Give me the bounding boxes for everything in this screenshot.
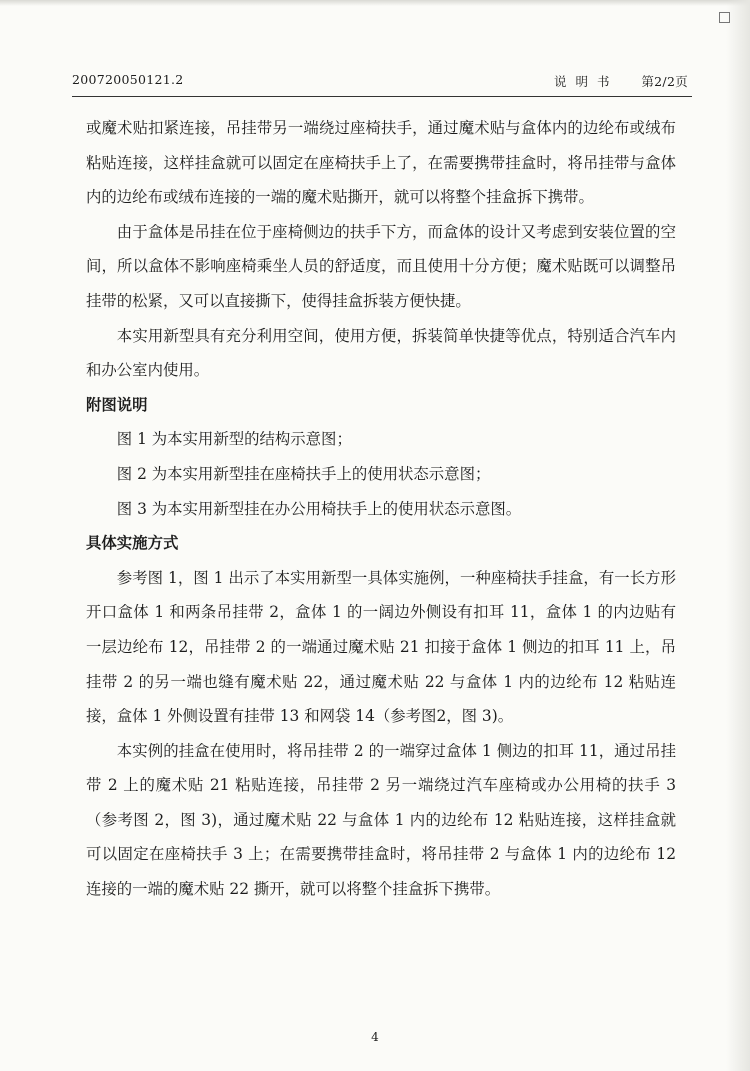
paragraph-embodiment-usage: 本实例的挂盒在使用时，将吊挂带 2 的一端穿过盒体 1 侧边的扣耳 11，通过吊挂带 2 上的魔术贴 21 粘贴连接，吊挂带 2 另一端绕过汽车座椅或办公用椅的扶手 3（参考图 2，图 3)，通过魔术贴 22 与盒体 1 内的边纶布 12 粘贴连接，这样挂盒就可以固定在座椅扶手 3 上；在需要携带挂盒时，将吊挂带 2 与盒体 1 内的边纶布 12 连接的一端的魔术贴 22 撕开，就可以将整个挂盒拆下携带。 bbox=[86, 741, 676, 899]
document-label: 说明书 bbox=[554, 74, 619, 89]
paragraph-embodiment-structure: 参考图 1，图 1 出示了本实用新型一具体实施例，一种座椅扶手挂盒，有一长方形开口盒体 1 和两条吊挂带 2，盒体 1 的一阔边外侧设有扣耳 11，盒体 1 的内边贴有一层边纶布 12，吊挂带 2 的一端通过魔术贴 21 扣接于盒体 1 侧边的扣耳 11 上，吊挂带 2 的另一端也缝有魔术贴 22，通过魔术贴 22 与盒体 1 内的边纶布 12 粘贴连接，盒体 1 外侧设置有挂带 13 和网袋 14（参考图2，图 3)。 bbox=[86, 568, 676, 726]
page-header bbox=[72, 72, 688, 92]
paragraph-advantages-summary: 本实用新型具有充分利用空间，使用方便，拆装简单快捷等优点，特别适合汽车内和办公室内使用。 bbox=[86, 326, 676, 380]
figure-description-2: 图 2 为本实用新型挂在座椅扶手上的使用状态示意图； bbox=[116, 464, 491, 483]
scan-edge-top bbox=[0, 0, 750, 6]
document-body bbox=[86, 111, 676, 907]
scan-corner-mark bbox=[719, 12, 730, 23]
paragraph-continuation: 或魔术贴扣紧连接，吊挂带另一端绕过座椅扶手，通过魔术贴与盒体内的边纶布或绒布粘贴连接，这样挂盒就可以固定在座椅扶手上了，在需要携带挂盒时，将吊挂带与盒体内的边纶布或绒布连接的一端的魔术贴撕开，就可以将整个挂盒拆下携带。 bbox=[86, 119, 676, 207]
page-number: 4 bbox=[371, 1030, 379, 1044]
figure-description-3: 图 3 为本实用新型挂在办公用椅扶手上的使用状态示意图。 bbox=[116, 499, 522, 518]
section-heading-embodiment: 具体实施方式 bbox=[86, 534, 179, 553]
application-number: 200720050121.2 bbox=[72, 72, 184, 87]
page-info: 第2/2页 bbox=[641, 74, 688, 89]
scan-edge-right bbox=[726, 0, 750, 1071]
header-rule bbox=[72, 96, 692, 97]
paragraph-advantages-installation: 由于盒体是吊挂在位于座椅侧边的扶手下方，而盒体的设计又考虑到安装位置的空间，所以盒体不影响座椅乘坐人员的舒适度，而且使用十分方便；魔术贴既可以调整吊挂带的松紧，又可以直接撕下，使得挂盒拆装方便快捷。 bbox=[86, 222, 676, 310]
figure-description-1: 图 1 为本实用新型的结构示意图； bbox=[116, 430, 352, 449]
section-heading-figures: 附图说明 bbox=[86, 395, 148, 414]
